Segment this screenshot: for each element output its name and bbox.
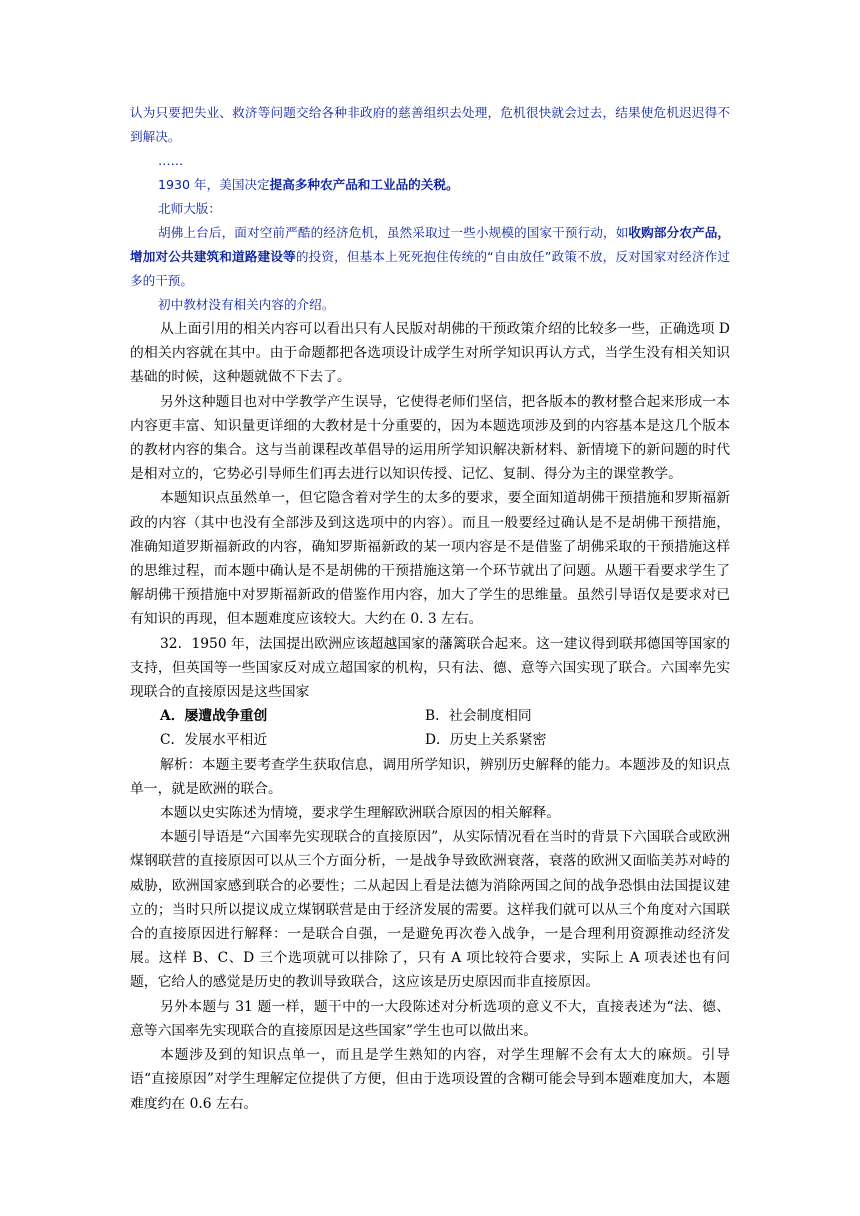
analysis-paragraph: 本题以史实陈述为情境，要求学生理解欧洲联合原因的相关解释。	[160, 805, 561, 822]
option-a	[160, 704, 425, 728]
analysis-section	[130, 317, 730, 704]
analysis-paragraph: 另外本题与 31 题一样，题干中的一大段陈述对分析选项的意义不大，直接表述为“法、德、意等六国率先实现联合的直接原因是这些国家”学生也可以做出来。	[130, 998, 730, 1039]
analysis-paragraph: 本题引导语是“六国率先实现联合的直接原因”，从实际情况看在当时的背景下六国联合或欧洲煤钢联营的直接原因可以从三个方面分析，一是战争导致欧洲衰落，衰落的欧洲又面临美苏对峙的威胁，欧洲国家感到联合的必要性；二从起因上看是法德为消除两国之间的战争恐惧由法国提议建立的；当时只所以提议成立煤钢联营是由于经济发展的需要。这样我们就可以从三个角度对六国联合的直接原因进行解释：一是联合自强，一是避免再次卷入战争，一是合理利用资源推动经济发展。这样 B、C、D 三个选项就可以排除了，只有 A 项比较符合要求，实际上 A 项表述也有问题，它给人的感觉是历史的教训导致联合，这应该是历史原因而非直接原因。	[130, 829, 730, 991]
analysis-paragraph: 另外这种题目也对中学教学产生误导，它使得老师们坚信，把各版本的教材整合起来形成一本内容更丰富、知识量更详细的大教材是十分重要的，因为本题选项涉及到的内容基本是这几个版本的教材内容的集合。这与当前课程改革倡导的运用所学知识解决新材料、新情境下的新问题的时代是相对立的，它势必引导师生们再去进行以知识传授、记忆、复制、得分为主的课堂教学。	[130, 393, 730, 483]
excerpt-bold-text: 提高多种农产品和工业品的关税。	[269, 177, 459, 192]
quoted-textbook-excerpts	[130, 101, 730, 317]
option-a-text: A．屡遭战争重创	[160, 708, 268, 725]
option-b: B．社会制度相同	[425, 708, 532, 725]
option-c: C．发展水平相近	[160, 732, 268, 749]
analysis-section	[130, 753, 730, 1116]
analysis-paragraph: 解析：本题主要考查学生获取信息，调用所学知识，辨别历史解释的能力。本题涉及的知识点单一，就是欧洲的联合。	[130, 756, 730, 797]
excerpt-text: 胡佛上台后，面对空前严酷的经济危机，虽然采取过一些小规模的国家干预行动，如	[158, 225, 629, 240]
excerpt-paragraph-tariff	[130, 173, 730, 197]
analysis-paragraph: 从上面引用的相关内容可以看出只有人民版对胡佛的干预政策介绍的比较多一些，正确选项 D 的相关内容就在其中。由于命题都把各选项设计成学生对所学知识再认方式，当学生没有相关知识基础的时候，这种题就做不下去了。	[130, 321, 730, 386]
excerpt-text: 1930 年，美国决定	[158, 177, 270, 192]
excerpt-bold-text: 收购部分农产品，增加对公共建筑和道路建设等	[130, 225, 731, 264]
excerpt-ellipsis: ……	[158, 153, 184, 168]
option-d: D．历史上关系紧密	[425, 732, 547, 749]
excerpt-source-label: 北师大版：	[158, 201, 221, 216]
excerpt-paragraph-hoover	[130, 221, 730, 293]
excerpt-paragraph: 认为只要把失业、救济等问题交给各种非政府的慈善组织去处理，危机很快就会过去，结果使危机迟迟得不到解决。	[130, 105, 730, 144]
question-options-row-1	[130, 704, 730, 728]
question-options-row-2	[130, 728, 730, 752]
analysis-paragraph: 本题涉及到的知识点单一，而且是学生熟知的内容，对学生理解不会有太大的麻烦。引导语“直接原因”对学生理解定位提供了方便，但由于选项设置的含糊可能会导到本题难度加大，本题难度约在 0.6 左右。	[130, 1047, 730, 1112]
analysis-paragraph: 本题知识点虽然单一，但它隐含着对学生的太多的要求，要全面知道胡佛干预措施和罗斯福新政的内容（其中也没有全部涉及到这选项中的内容）。而且一般要经过确认是不是胡佛干预措施，准确知道罗斯福新政的内容，确知罗斯福新政的某一项内容是不是借鉴了胡佛采取的干预措施这样的思维过程，而本题中确认是不是胡佛的干预措施这第一个环节就出了问题。从题干看要求学生了解胡佛干预措施中对罗斯福新政的借鉴作用内容，加大了学生的思维量。虽然引导语仅是要求对已有知识的再现，但本题难度应该较大。大约在 0. 3 左右。	[130, 490, 730, 628]
excerpt-text: 的投资，但基本上死死抱住传统的“自由放任”政策不放，反对国家对经济作过多的干预。	[130, 249, 730, 288]
excerpt-paragraph: 初中教材没有相关内容的介绍。	[158, 297, 335, 312]
question-32-stem: 32．1950 年，法国提出欧洲应该超越国家的藩篱联合起来。这一建议得到联邦德国等国家的支持，但英国等一些国家反对成立超国家的机构，只有法、德、意等六国实现了联合。六国率先实现联合的直接原因是这些国家	[130, 635, 730, 701]
document-body	[130, 101, 730, 1116]
